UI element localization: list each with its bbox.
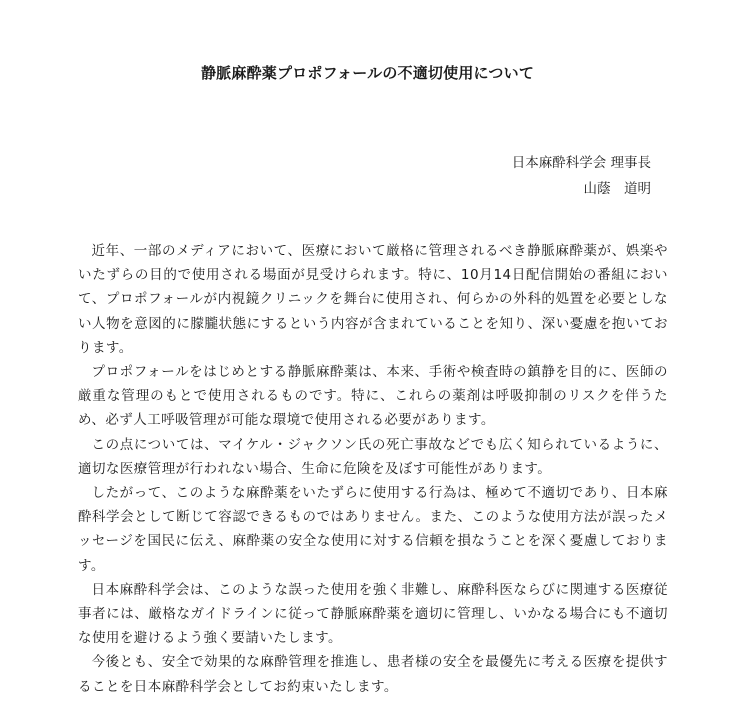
document-title: 静脈麻酔薬プロポフォールの不適切使用について — [200, 64, 535, 82]
sender-organization-title: 日本麻酔科学会 理事長 — [511, 155, 651, 171]
body-paragraph: この点については、マイケル・ジャクソン氏の死亡事故などでも広く知られているように、適切な医療管理が行われない場合、生命に危険を及ぼす可能性があります。 — [78, 436, 668, 477]
body-paragraph: 今後とも、安全で効果的な麻酔管理を推進し、患者様の安全を最優先に考える医療を提供することを日本麻酔科学会としてお約束いたします。 — [78, 654, 668, 695]
sender-name: 山蔭 道明 — [583, 181, 651, 197]
body-paragraph: したがって、このような麻酔薬をいたずらに使用する行為は、極めて不適切であり、日本麻酔科学会として断じて容認できるものではありません。また、このような使用方法が誤ったメッセージを国民に伝え、麻酔薬の安全な使用に対する信頼を損なうことを深く憂慮しております。 — [78, 485, 668, 574]
body-paragraph: 日本麻酔科学会は、このような誤った使用を強く非難し、麻酔科医ならびに関連する医療従事者には、厳格なガイドラインに従って静脈麻酔薬を適切に管理し、いかなる場合にも不適切な使用を避けるよう強く要請いたします。 — [78, 581, 668, 647]
document-body — [78, 239, 668, 699]
body-paragraph: プロポフォールをはじめとする静脈麻酔薬は、本来、手術や検査時の鎮静を目的に、医師の厳重な管理のもとで使用されるものです。特に、これらの薬剤は呼吸抑制のリスクを伴うため、必ず人工呼吸管理が可能な環境で使用される必要があります。 — [78, 364, 668, 429]
body-paragraph: 近年、一部のメディアにおいて、医療において厳格に管理されるべき静脈麻酔薬が、娯楽やいたずらの目的で使用される場面が見受けられます。特に、10月14日配信開始の番組において、プロポフォールが内視鏡クリニックを舞台に使用され、何らかの外科的処置を必要としない人物を意図的に朦朧状態にするという内容が含まれていることを知り、深い憂慮を抱いております。 — [78, 243, 668, 356]
sender-block — [512, 150, 651, 202]
